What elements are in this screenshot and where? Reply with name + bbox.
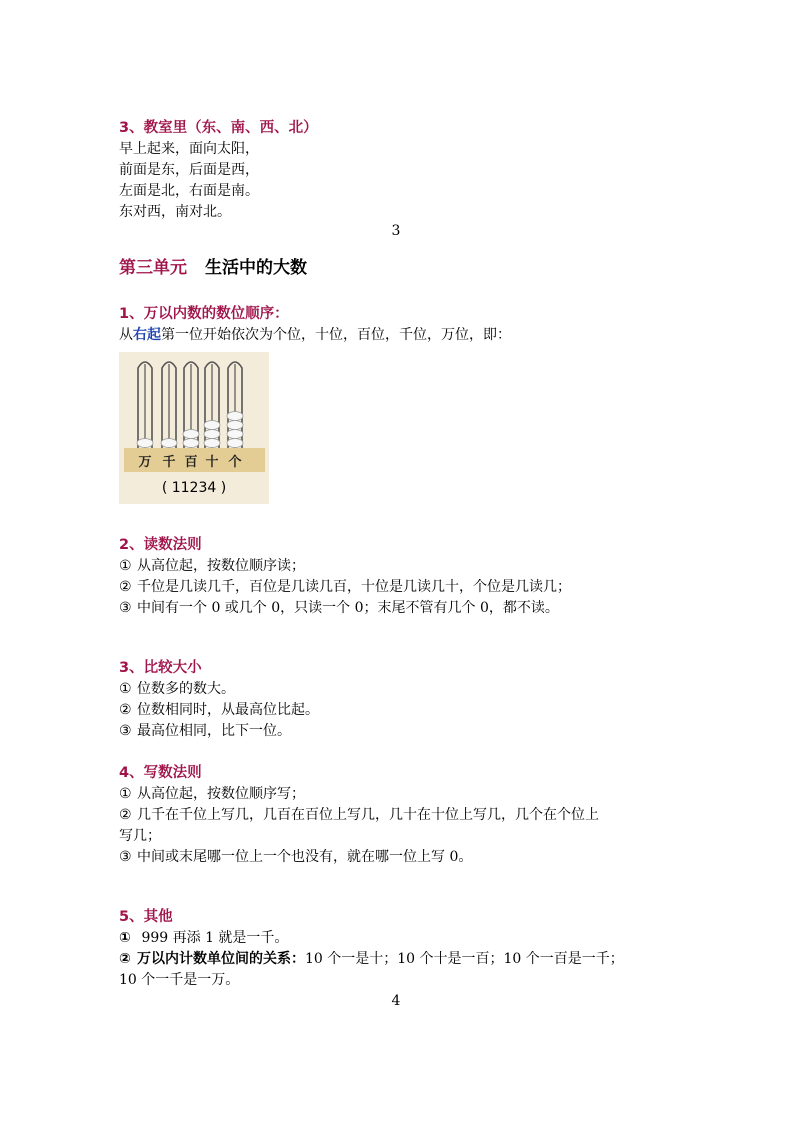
abacus-bead — [227, 430, 243, 439]
abacus-bead — [227, 421, 243, 430]
item-text: 999 再添 1 就是一千。 — [141, 930, 289, 946]
section-title: 3、教室里（东、南、西、北） — [119, 120, 318, 136]
abacus-column-label: 十 — [205, 455, 219, 470]
section-title: 2、读数法则 — [119, 537, 202, 553]
item-text: 中间或末尾哪一位上一个也没有，就在哪一位上写 0。 — [137, 849, 473, 865]
item-text: 中间有一个 0 或几个 0，只读一个 0；末尾不管有几个 0，都不读。 — [137, 600, 559, 616]
item-mark: ① — [119, 558, 132, 574]
list-item — [119, 928, 624, 949]
list-item — [119, 721, 319, 742]
list-item — [119, 784, 599, 805]
abacus-bead — [161, 439, 177, 448]
item-text: 千位是几读几千，百位是几读几百，十位是几读几十，个位是几读几； — [137, 579, 571, 595]
item-text: 位数多的数大。 — [137, 681, 235, 697]
text-line: 东对西，南对北。 — [119, 204, 231, 220]
text-line: 前面是东，后面是西， — [119, 162, 259, 178]
list-item-continued — [119, 826, 599, 847]
abacus-beads — [137, 412, 243, 448]
item-mark: ① — [119, 681, 132, 697]
section-reading-rules — [119, 535, 571, 619]
item-text: 几千在千位上写几，几百在百位上写几，几十在十位上写几，几个在个位上 — [137, 807, 599, 823]
section-title: 1、万以内数的数位顺序： — [119, 306, 289, 322]
text-line — [119, 325, 511, 346]
item-mark: ② — [119, 951, 131, 967]
list-item — [119, 556, 571, 577]
text-line: 早上起来，面向太阳， — [119, 141, 259, 157]
highlight-text: 右起 — [133, 327, 161, 343]
section-other — [119, 907, 624, 991]
page-number: 3 — [391, 223, 401, 239]
item-mark: ② — [119, 702, 132, 718]
section-writing-rules — [119, 763, 599, 868]
abacus-bead — [137, 439, 153, 448]
abacus-frame-icon — [119, 352, 269, 477]
item-text: 写几； — [119, 828, 161, 844]
abacus-bead — [183, 439, 199, 448]
text-line: 左面是北，右面是南。 — [119, 183, 259, 199]
page-number: 4 — [391, 993, 401, 1009]
item-text: 从高位起，按数位顺序读； — [137, 558, 305, 574]
text-pre: 从 — [119, 327, 133, 343]
chapter-heading — [119, 253, 307, 278]
list-item — [119, 847, 599, 868]
section-place-values — [119, 304, 511, 346]
item-text: 位数相同时，从最高位比起。 — [137, 702, 319, 718]
item-mark: ① — [119, 786, 132, 802]
item-bold-text: 万以内计数单位间的关系： — [137, 951, 305, 967]
list-item — [119, 805, 599, 826]
abacus-bead — [183, 430, 199, 439]
item-text: 10 个一是十；10 个十是一百；10 个一百是一千； — [305, 951, 624, 967]
section-title: 4、写数法则 — [119, 765, 202, 781]
item-mark: ② — [119, 807, 132, 823]
chapter-unit: 第三单元 — [119, 258, 187, 278]
abacus-bead — [204, 421, 220, 430]
chapter-title: 生活中的大数 — [205, 258, 307, 278]
abacus-column-label: 个 — [228, 455, 242, 470]
item-mark: ② — [119, 579, 132, 595]
list-item — [119, 679, 319, 700]
abacus-bead — [204, 430, 220, 439]
abacus-column-label: 百 — [184, 455, 198, 470]
section-comparing — [119, 658, 319, 742]
section-directions — [119, 118, 318, 223]
abacus-column-label: 千 — [162, 455, 176, 470]
list-item — [119, 598, 571, 619]
item-text: 从高位起，按数位顺序写； — [137, 786, 305, 802]
item-mark: ③ — [119, 723, 132, 739]
section-title: 5、其他 — [119, 909, 173, 925]
abacus-caption: ( 11234 ) — [161, 480, 227, 496]
list-item-continued: 10 个一千是一万。 — [119, 972, 240, 988]
item-mark: ③ — [119, 849, 132, 865]
list-item — [119, 577, 571, 598]
abacus-column-label: 万 — [138, 455, 152, 470]
item-mark: ① — [119, 930, 131, 946]
abacus-bead — [204, 439, 220, 448]
item-mark: ③ — [119, 600, 132, 616]
abacus-illustration — [119, 352, 269, 504]
abacus-bead — [227, 412, 243, 421]
abacus-bead — [227, 439, 243, 448]
section-title: 3、比较大小 — [119, 660, 202, 676]
text-post: 第一位开始依次为个位，十位，百位，千位，万位，即： — [161, 327, 511, 343]
item-text: 最高位相同，比下一位。 — [137, 723, 291, 739]
list-item — [119, 949, 624, 970]
list-item — [119, 700, 319, 721]
